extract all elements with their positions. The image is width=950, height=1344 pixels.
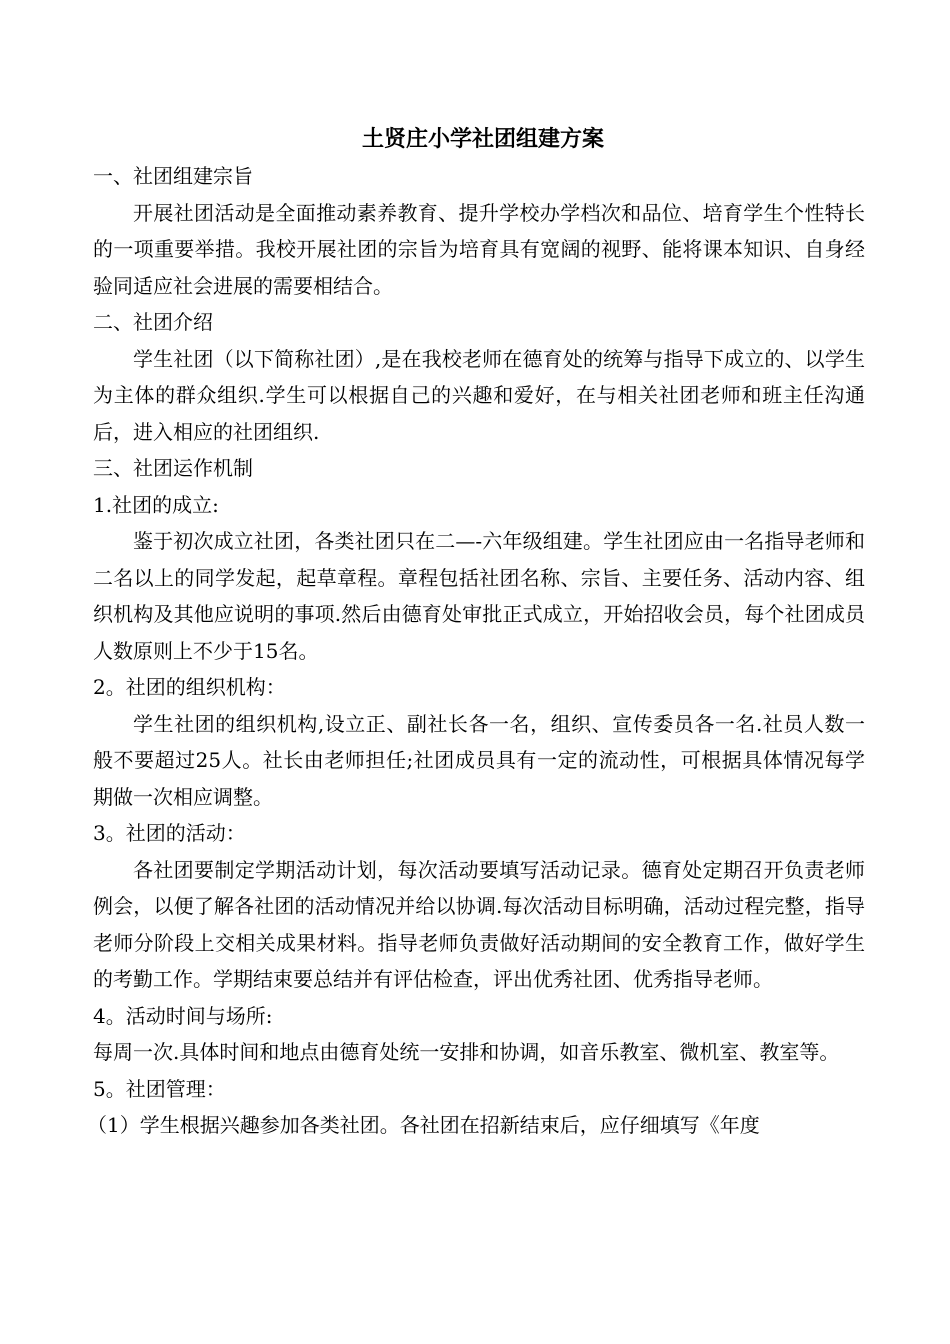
- subheading-management: 5。社团管理：: [93, 1076, 226, 1101]
- subheading-activities: 3。社团的活动：: [93, 821, 246, 845]
- paragraph-organization: 学生社团的组织机构,设立正、副社长各一名，组织、宣传委员各一名.社员人数一般不要超过25人。社长由老师担任;社团成员具有一定的流动性，可根据具体情况每学期做一次相应调整。: [93, 711, 865, 809]
- section-heading-mechanism: 三、社团运作机制: [93, 456, 253, 480]
- paragraph-introduction: 学生社团（以下简称社团）,是在我校老师在德育处的统筹与指导下成立的、以学生为主体的群众组织.学生可以根据自己的兴趣和爱好，在与相关社团老师和班主任沟通后，进入相应的社团组织.: [93, 346, 865, 444]
- subheading-time-venue: 4。活动时间与场所:: [93, 1003, 273, 1028]
- subheading-establishment: 1.社团的成立:: [93, 492, 219, 517]
- paragraph-purpose: 开展社团活动是全面推动素养教育、提升学校办学档次和品位、培育学生个性特长的一项重要举措。我校开展社团的宗旨为培育具有宽阔的视野、能将课本知识、自身经验同适应社会进展的需要相结合。: [93, 200, 865, 298]
- paragraph-time-venue: 每周一次.具体时间和地点由德育处统一安排和协调，如音乐教室、微机室、教室等。: [93, 1040, 840, 1064]
- document-title: 土贤庄小学社团组建方案: [361, 126, 604, 152]
- section-heading-purpose: 一、社团组建宗旨: [93, 164, 253, 188]
- subheading-organization: 2。社团的组织机构：: [93, 675, 286, 699]
- paragraph-establishment: 鉴于初次成立社团，各类社团只在二—-六年级组建。学生社团应由一名指导老师和二名以上的同学发起，起草章程。章程包括社团名称、宗旨、主要任务、活动内容、组织机构及其他应说明的事项.然后由德育处审批正式成立，开始招收会员，每个社团成员人数原则上不少于15名。: [93, 529, 865, 663]
- document-content: [87, 120, 865, 1144]
- section-heading-introduction: 二、社团介绍: [93, 310, 213, 334]
- paragraph-activities: 各社团要制定学期活动计划，每次活动要填写活动记录。德育处定期召开负责老师例会，以便了解各社团的活动情况并给以协调.每次活动目标明确，活动过程完整，指导老师分阶段上交相关成果材料。指导老师负责做好活动期间的安全教育工作，做好学生的考勤工作。学期结束要总结并有评估检查，评出优秀社团、优秀指导老师。: [93, 857, 865, 991]
- management-item-1: （1）学生根据兴趣参加各类社团。各社团在招新结束后，应仔细填写《年度: [87, 1113, 760, 1137]
